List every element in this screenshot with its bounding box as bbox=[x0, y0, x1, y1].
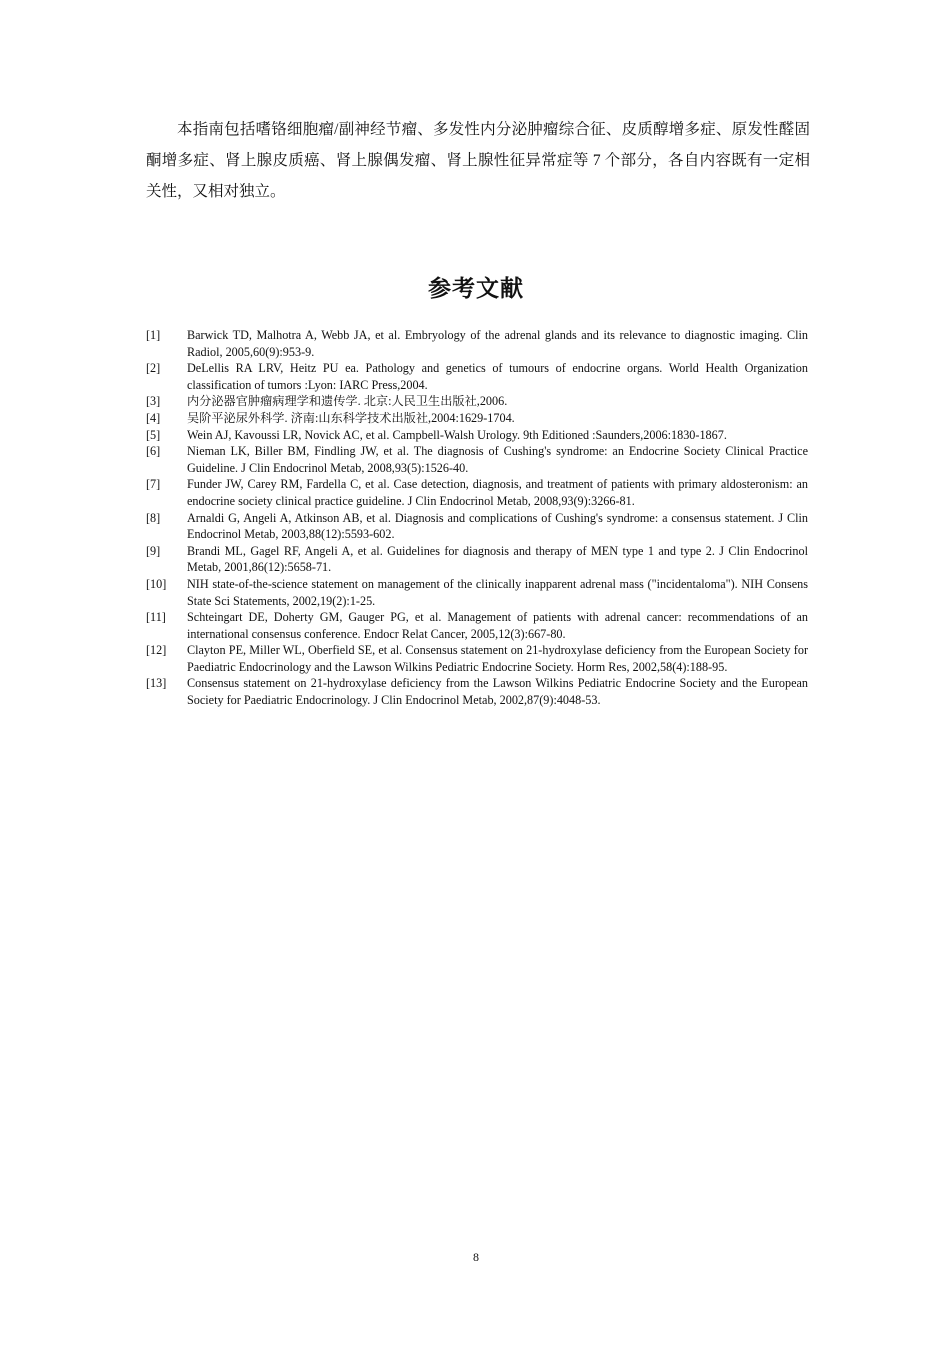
reference-number: [12] bbox=[146, 643, 167, 658]
reference-item bbox=[146, 543, 808, 576]
reference-text: 内分泌器官肿瘤病理学和遗传学. 北京:人民卫生出版社,2006. bbox=[187, 394, 508, 409]
reference-number: [4] bbox=[146, 410, 161, 425]
reference-number: [1] bbox=[146, 328, 161, 342]
reference-item bbox=[146, 410, 808, 427]
reference-number: [3] bbox=[146, 394, 161, 409]
page-number: 8 bbox=[473, 1250, 479, 1264]
reference-item bbox=[146, 327, 808, 360]
reference-text: Brandi ML, Gagel RF, Angeli A, et al. Guidelines for diagnosis and therapy of MEN type 1 and type 2. J Clin Endocrinol Metab, 2001,86(12):5658-71. bbox=[187, 543, 808, 575]
reference-number: [10] bbox=[146, 576, 167, 591]
reference-text: Wein AJ, Kavoussi LR, Novick AC, et al. Campbell-Walsh Urology. 9th Editioned :Saunders,2006:1830-1867. bbox=[187, 427, 727, 442]
reference-item bbox=[146, 360, 808, 393]
reference-text: DeLellis RA LRV, Heitz PU ea. Pathology and genetics of tumours of endocrine organs. World Health Organization classification of tumors :Lyon: IARC Press,2004. bbox=[187, 361, 808, 392]
reference-text: Clayton PE, Miller WL, Oberfield SE, et al. Consensus statement on 21-hydroxylase deficiency from the European Society for Paediatric Endocrinology and the Lawson Wilkins Pediatric Endocrine Society. Horm Res, 2002,58(4):188-95. bbox=[187, 643, 808, 674]
references-heading: 参考文献 bbox=[428, 276, 524, 301]
reference-item bbox=[146, 443, 808, 476]
reference-text: Arnaldi G, Angeli A, Atkinson AB, et al. Diagnosis and complications of Cushing's syndrome: a consensus statement. J Clin Endocrinol Metab, 2003,88(12):5593-602. bbox=[187, 510, 808, 542]
reference-number: [13] bbox=[146, 676, 167, 691]
reference-item bbox=[146, 427, 808, 444]
reference-item bbox=[146, 510, 808, 543]
reference-number: [8] bbox=[146, 510, 161, 525]
reference-text: Consensus statement on 21-hydroxylase deficiency from the Lawson Wilkins Pediatric Endocrine Society and the European Society for Paediatric Endocrinology. J Clin Endocrinol Metab, 2002,87(9):4048-53. bbox=[187, 676, 808, 708]
reference-item bbox=[146, 675, 808, 708]
reference-item bbox=[146, 393, 808, 410]
reference-number: [6] bbox=[146, 444, 161, 459]
reference-list bbox=[146, 327, 808, 709]
intro-paragraph: 本指南包括嗜铬细胞瘤/副神经节瘤、多发性内分泌肿瘤综合征、皮质醇增多症、原发性醛固酮增多症、肾上腺皮质癌、肾上腺偶发瘤、肾上腺性征异常症等 7 个部分，各自内容既有一定相关性，又相对独立。 bbox=[146, 121, 810, 200]
reference-text: 吴阶平泌尿外科学. 济南:山东科学技术出版社,2004:1629-1704. bbox=[187, 410, 515, 425]
reference-number: [9] bbox=[146, 543, 161, 558]
reference-item bbox=[146, 476, 808, 509]
reference-number: [11] bbox=[146, 610, 166, 625]
reference-number: [5] bbox=[146, 427, 161, 442]
reference-item bbox=[146, 576, 808, 609]
reference-text: Nieman LK, Biller BM, Findling JW, et al. The diagnosis of Cushing's syndrome: an Endocrine Society Clinical Practice Guideline. J Clin Endocrinol Metab, 2008,93(5):1526-40. bbox=[187, 444, 808, 475]
reference-number: [7] bbox=[146, 477, 161, 492]
reference-text: Barwick TD, Malhotra A, Webb JA, et al. Embryology of the adrenal glands and its relevance to diagnostic imaging. Clin Radiol, 2005,60(9):953-9. bbox=[187, 328, 808, 359]
reference-text: Funder JW, Carey RM, Fardella C, et al. Case detection, diagnosis, and treatment of patients with primary aldosteronism: an endocrine society clinical practice guideline. J Clin Endocrinol Metab, 2008,93(9):3266-81. bbox=[187, 477, 808, 508]
reference-number: [2] bbox=[146, 361, 161, 376]
reference-text: Schteingart DE, Doherty GM, Gauger PG, et al. Management of patients with adrenal cancer: recommendations of an international consensus conference. Endocr Relat Cancer, 2005,12(3):667-80. bbox=[187, 610, 808, 641]
reference-text: NIH state-of-the-science statement on management of the clinically inapparent adrenal mass ("incidentaloma"). NIH Consens State Sci Statements, 2002,19(2):1-25. bbox=[187, 576, 808, 608]
reference-item bbox=[146, 642, 808, 675]
reference-item bbox=[146, 609, 808, 642]
